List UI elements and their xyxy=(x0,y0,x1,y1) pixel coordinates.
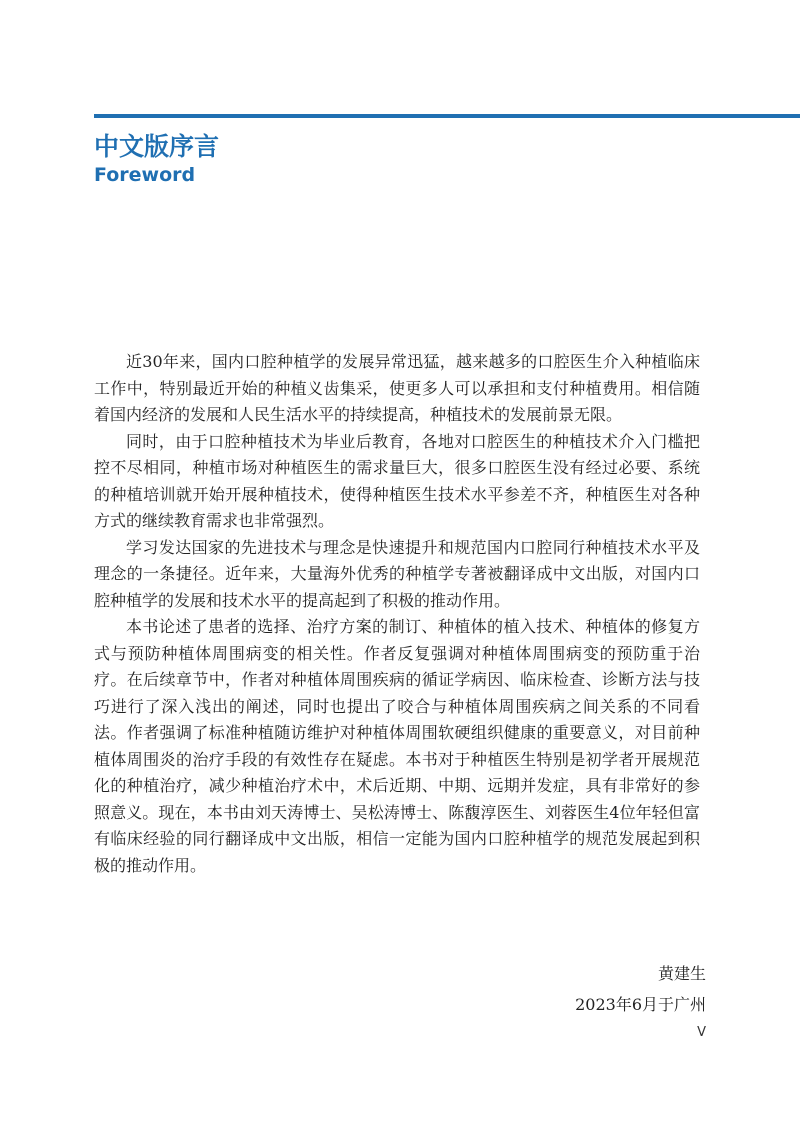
foreword-body xyxy=(94,349,700,879)
paragraph-4: 本书论述了患者的选择、治疗方案的制订、种植体的植入技术、种植体的修复方式与预防种植体周围病变的相关性。作者反复强调对种植体周围病变的预防重于治疗。在后续章节中，作者对种植体周围疾病的循证学病因、临床检查、诊断方法与技巧进行了深入浅出的阐述，同时也提出了咬合与种植体周围疾病之间关系的不同看法。作者强调了标准种植随访维护对种植体周围软硬组织健康的重要意义，对目前种植体周围炎的治疗手段的有效性存在疑虑。本书对于种植医生特别是初学者开展规范化的种植治疗，减少种植治疗术中，术后近期、中期、远期并发症，具有非常好的参照意义。现在，本书由刘天涛博士、吴松涛博士、陈馥淳医生、刘蓉医生4位年轻但富有临床经验的同行翻译成中文出版，相信一定能为国内口腔种植学的规范发展起到积极的推动作用。 xyxy=(94,617,700,875)
paragraph-3: 学习发达国家的先进技术与理念是快速提升和规范国内口腔同行种植技术水平及理念的一条捷径。近年来，大量海外优秀的种植学专著被翻译成中文出版，对国内口腔种植学的发展和技术水平的提高起到了积极的推动作用。 xyxy=(94,537,700,610)
page-title-english: Foreword xyxy=(94,164,196,186)
paragraph-1: 近30年来，国内口腔种植学的发展异常迅猛，越来越多的口腔医生介入种植临床工作中，特别最近开始的种植义齿集采，使更多人可以承担和支付种植费用。相信随着国内经济的发展和人民生活水平的持续提高，种植技术的发展前景无限。 xyxy=(94,352,700,424)
signature-block xyxy=(406,958,706,1020)
header-rule xyxy=(94,114,800,118)
page-number: V xyxy=(697,1025,706,1040)
paragraph-2: 同时，由于口腔种植技术为毕业后教育，各地对口腔医生的种植技术介入门槛把控不尽相同，种植市场对种植医生的需求量巨大，很多口腔医生没有经过必要、系统的种植培训就开始开展种植技术，使得种植医生技术水平参差不齐，种植医生对各种方式的继续教育需求也非常强烈。 xyxy=(94,431,700,530)
page-title-chinese: 中文版序言 xyxy=(94,132,220,161)
signature-date-place: 2023年6月于广州 xyxy=(575,995,706,1014)
signature-author: 黄建生 xyxy=(657,964,706,983)
